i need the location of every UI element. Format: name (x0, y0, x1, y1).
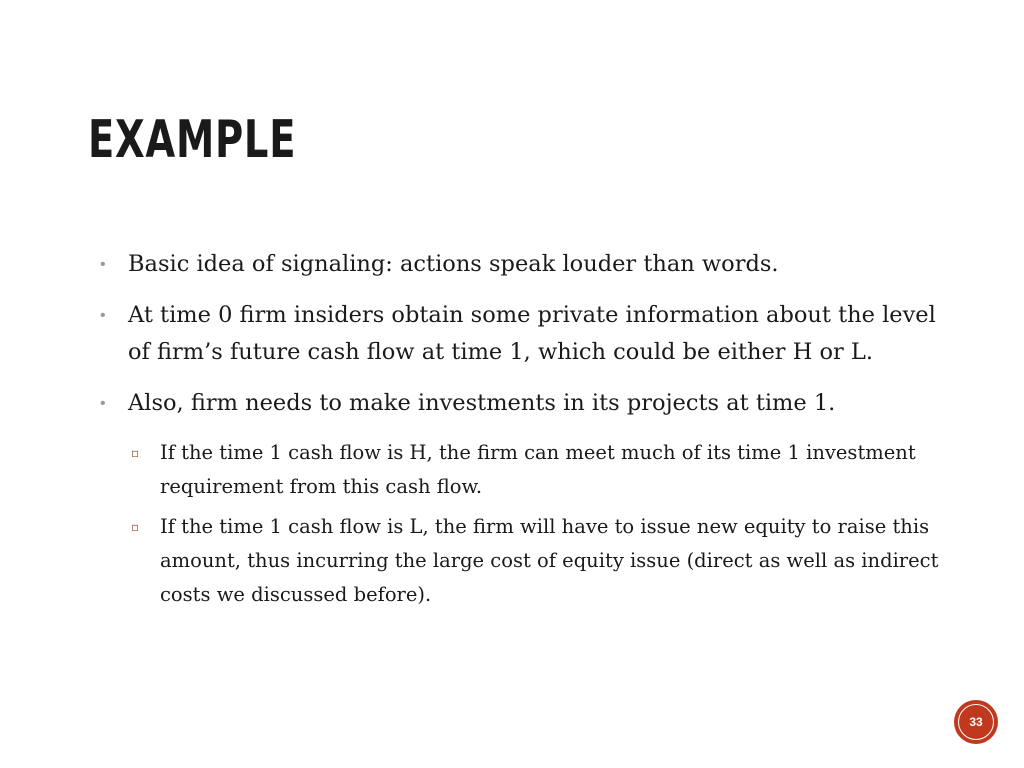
slide-title: EXAMPLE (88, 110, 297, 170)
sub-bullet-text: If the time 1 cash flow is L, the firm will have to issue new equity to raise this amount, thus incurring the large cost of equity issue (direct as well as indirect costs we discussed before). (160, 515, 939, 606)
bullet-item (100, 246, 950, 283)
bullet-text: Basic idea of signaling: actions speak louder than words. (128, 251, 779, 277)
bullet-item (100, 385, 950, 422)
bullet-text: Also, firm needs to make investments in its projects at time 1. (128, 390, 836, 416)
bullet-item (100, 297, 950, 371)
sub-bullet-item (100, 436, 950, 504)
sub-bullet-item (100, 510, 950, 612)
bullet-dot-icon: • (100, 256, 106, 273)
sub-bullet-list (100, 436, 950, 612)
page-number: 33 (969, 715, 983, 729)
bullet-dot-icon: • (100, 307, 106, 324)
page-number-badge (954, 700, 998, 744)
bullet-text: At time 0 firm insiders obtain some private information about the level of firm’s future cash flow at time 1, which could be either H or L. (128, 302, 936, 365)
sub-bullet-text: If the time 1 cash flow is H, the firm can meet much of its time 1 investment requirement from this cash flow. (160, 441, 916, 498)
slide-content (100, 246, 950, 618)
bullet-dot-icon: • (100, 395, 106, 412)
square-bullet-icon: ▫ (131, 446, 140, 460)
square-bullet-icon: ▫ (131, 520, 140, 534)
